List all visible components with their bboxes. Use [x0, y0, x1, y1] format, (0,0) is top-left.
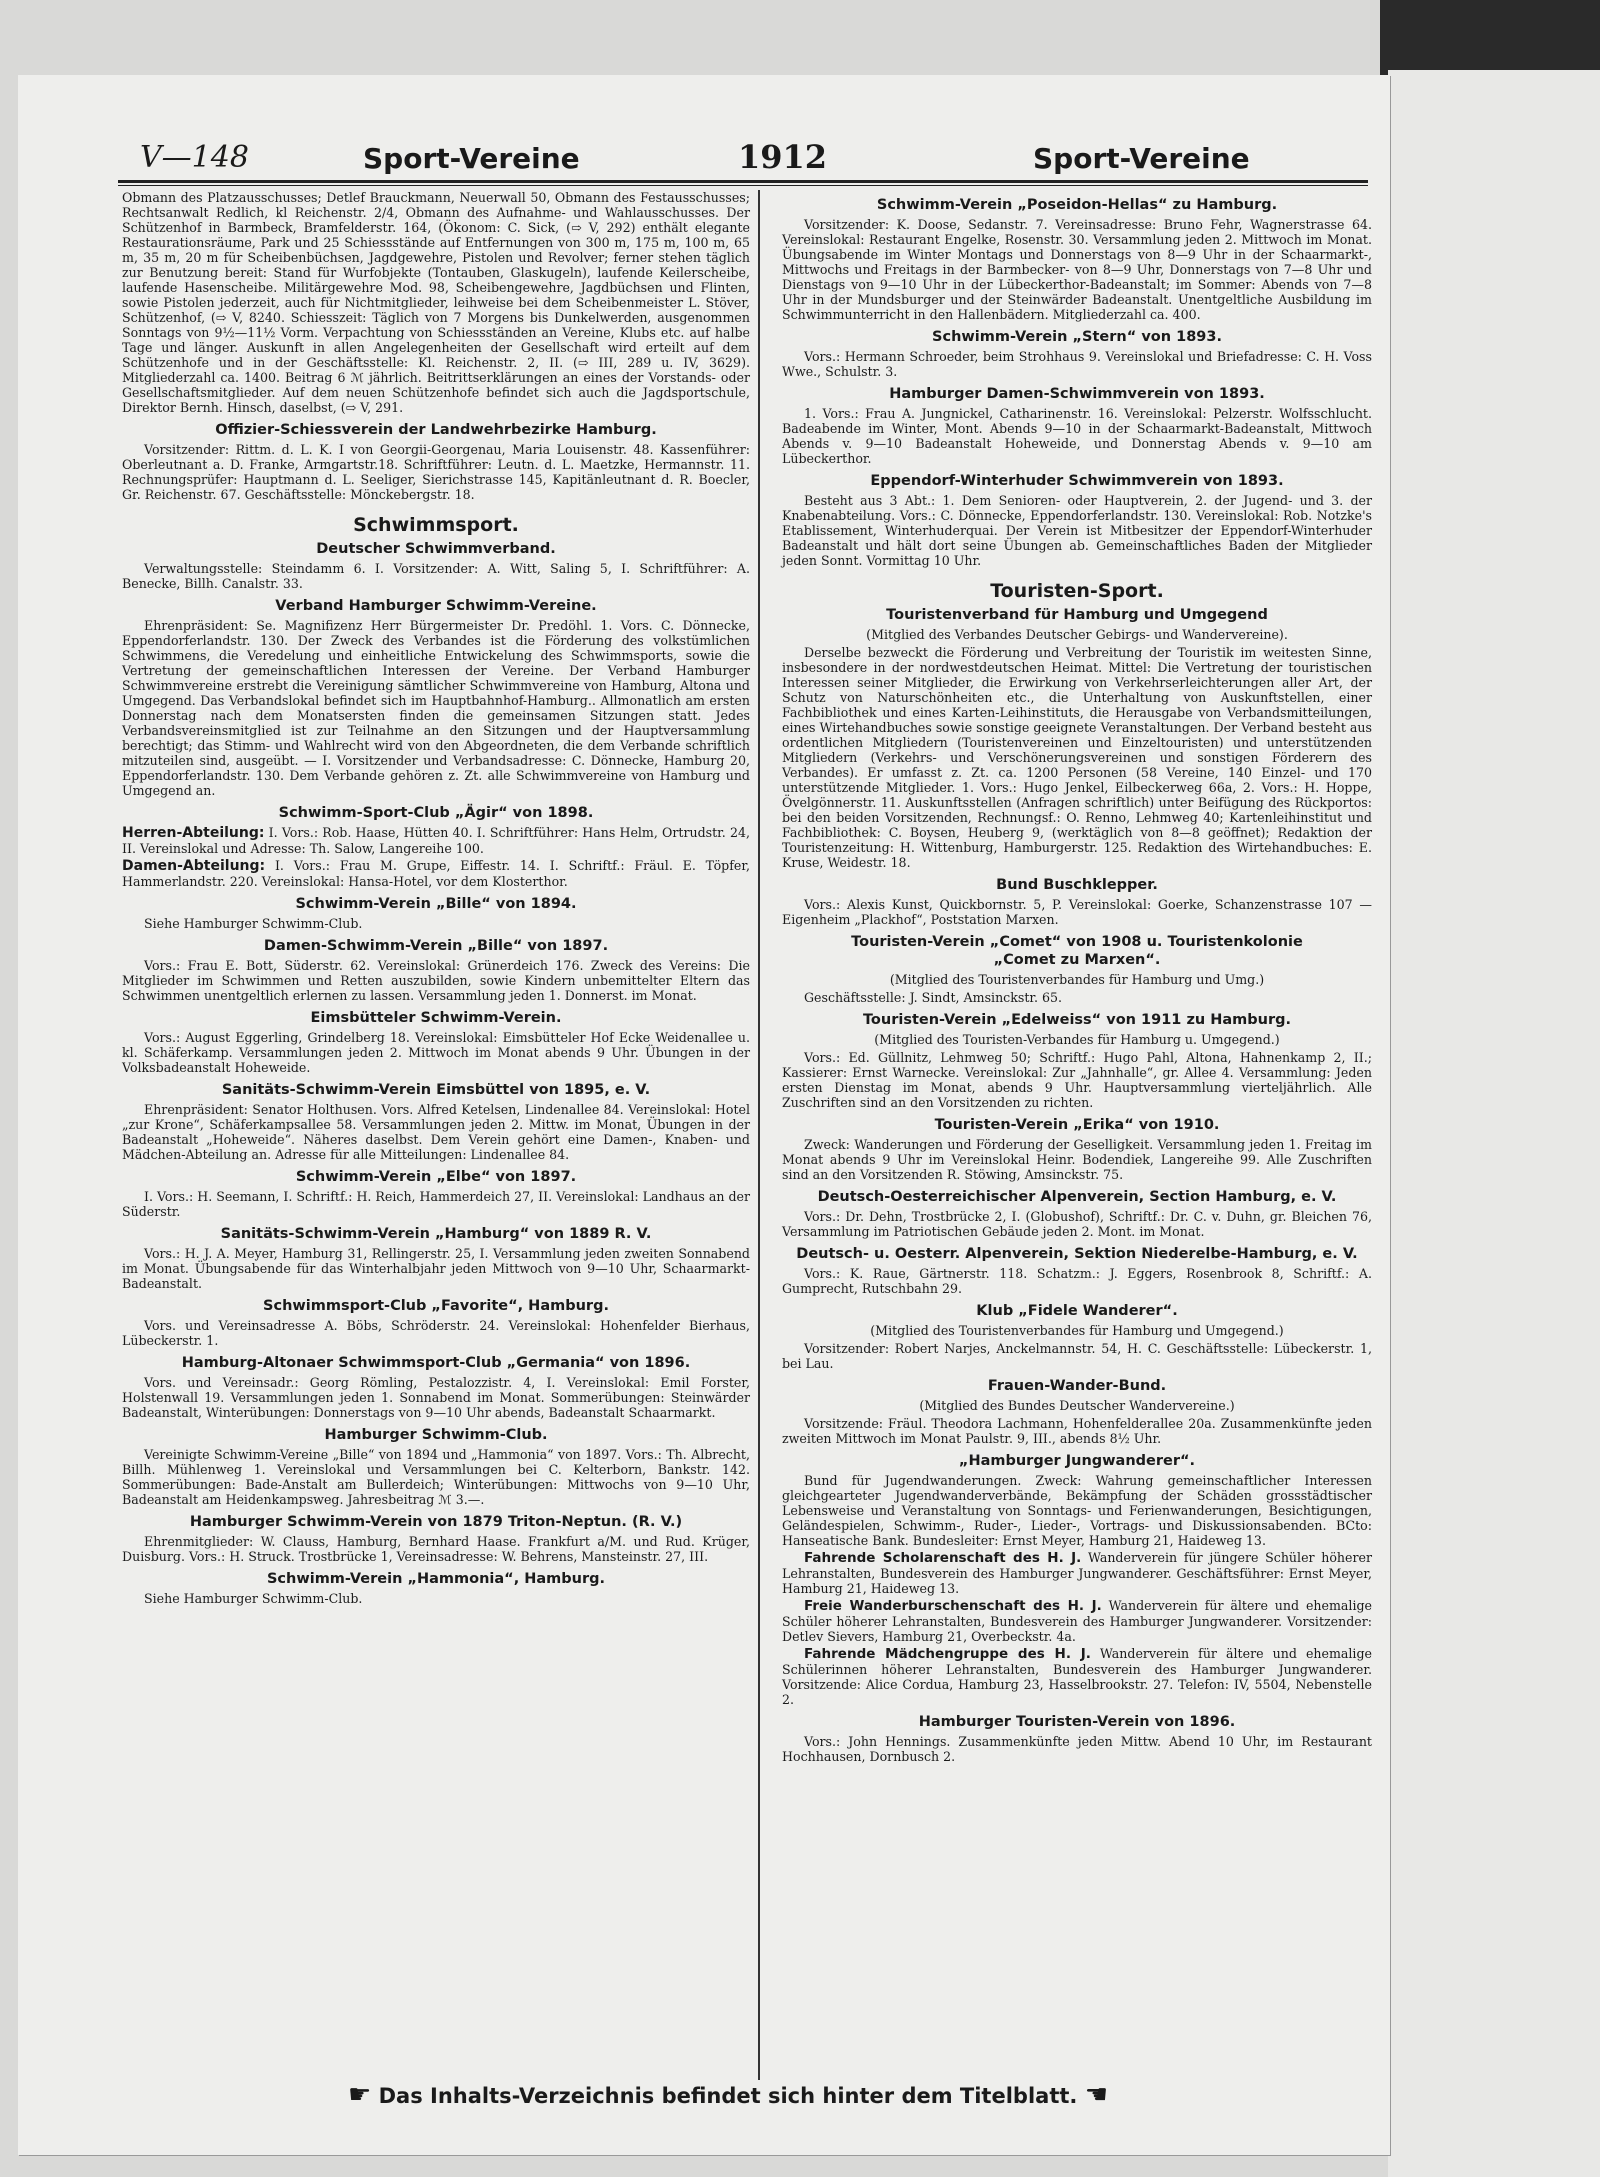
paragraph: Siehe Hamburger Schwimm-Club. — [144, 916, 363, 931]
section-title: Schwimm-Verein „Elbe“ von 1897. — [295, 1169, 577, 1185]
paragraph: Vors.: Ed. Güllnitz, Lehmweg 50; Schriftf.: Hugo Pahl, Altona, Hahnenkamp 2, II.; Kassierer: Ernst Warnecke. Vereinslokal: Zur „Jahnhalle“, gr. Allee 4. Versammlung: Jeden ersten Dienstag im Monat, abends 9 Uhr. Hauptversammlung vierteljährlich. Alle Zuschriften sind an den Vorsitzenden zu richten. — [782, 1050, 1372, 1110]
section-subtitle: (Mitglied des Verbandes Deutscher Gebirgs- und Wandervereine). — [866, 627, 1288, 642]
paragraph: Vors.: Alexis Kunst, Quickbornstr. 5, P. Vereinslokal: Goerke, Schanzenstrasse 107 — Eigenheim „Plackhof“, Poststation Marxen. — [782, 897, 1372, 927]
section-title: Sanitäts-Schwimm-Verein „Hamburg“ von 1889 R. V. — [220, 1226, 652, 1242]
paragraph: Vors.: K. Raue, Gärtnerstr. 118. Schatzm.: J. Eggers, Rosenbrook 8, Schriftf.: A. Gumprecht, Rutschbahn 29. — [782, 1266, 1372, 1296]
paragraph: Vorsitzender: Rittm. d. L. K. I von Georgii-Georgenau, Maria Louisenstr. 48. Kassenführer: Oberleutnant a. D. Franke, Armgartstr.18. Schriftführer: Leutn. d. L. Maetzke, Hermannstr. 11. Rechnungsprüfer: Hauptmann d. L. Seeliger, Sierichstrasse 145, Kapitänleutnant d. R. Boecler, Gr. Reichenstr. 67. Geschäftsstelle: Mönckebergstr. 18. — [122, 442, 750, 502]
paragraph: Besteht aus 3 Abt.: 1. Dem Senioren- oder Hauptverein, 2. der Jugend- und 3. der Knabenabteilung. Vors.: C. Dönnecke, Eppendorferlandstr. 130. Vereinslokal: Rob. Notzke's Etablissement, Winterhuderquai. Der Verein ist Mitbesitzer der Eppendorf-Winterhuder Badeanstalt und hält dort seine Übungen ab. Gemeinschaftliches Baden der Mitglieder jeden Sonnt. Vormittag 10 Uhr. — [782, 493, 1372, 568]
scan-background-edge — [1388, 70, 1600, 2177]
paragraph: 1. Vors.: Frau A. Jungnickel, Catharinenstr. 16. Vereinslokal: Pelzerstr. Wolfsschlucht. Badeabende im Winter, Mont. Abends 9—10 in der Schaarmarkt-Badeanstalt, Mittwoch Abends v. 9—10 Badeanstalt Hoheweide, und Donnerstag Abends v. 9—10 am Lübeckerthor. — [782, 406, 1372, 466]
sub-label: Fahrende Scholarenschaft des H. J. — [804, 1550, 1082, 1566]
section-title: Damen-Schwimm-Verein „Bille“ von 1897. — [263, 938, 609, 954]
paragraph-text: Wanderverein für jüngere Schüler höherer Lehranstalten, Bundesverein des Hamburger Jungwanderer. Geschäftsführer: Ernst Meyer, Hamburg 21, Haideweg 13. — [782, 1550, 1372, 1596]
paragraph-text: I. Vors.: Frau M. Grupe, Eiffestr. 14. I. Schriftf.: Fräul. E. Töpfer, Hammerlandstr. 220. Vereinslokal: Hansa-Hotel, vor dem Klosterthor. — [122, 858, 750, 889]
section-subtitle: (Mitglied des Touristenverbandes für Hamburg und Umg.) — [889, 972, 1265, 987]
paragraph: Bund für Jugendwanderungen. Zweck: Wahrung gemeinschaftlicher Interessen gleichgearteter Jugendwanderverbände, Bekämpfung der Schäden grossstädtischer Lebensweise und Veranstaltung von Sonntags- und Ferienwanderungen, Besichtigungen, Geländespielen, Schwimm-, Ruder-, Lieder-, Vortrags- und Diskussionsabenden. BCto: Hanseatische Bank. Bundesleiter: Ernst Meyer, Hamburg 21, Haideweg 13. — [782, 1473, 1372, 1548]
section-title: Schwimm-Sport-Club „Ägir“ von 1898. — [278, 805, 594, 821]
paragraph: Vors.: August Eggerling, Grindelberg 18. Vereinslokal: Eimsbütteler Hof Ecke Weidenallee u. kl. Schäferkamp. Versammlungen jeden 2. Mittwoch im Monat abends 9 Uhr. Übungen in der Volksbadeanstalt Hoheweide. — [122, 1030, 750, 1075]
section-title: Verband Hamburger Schwimm-Vereine. — [275, 598, 597, 614]
footer-notice — [348, 2080, 1108, 2110]
paragraph: Siehe Hamburger Schwimm-Club. — [144, 1591, 363, 1606]
paragraph-text: Wanderverein für ältere und ehemalige Schülerinnen höherer Lehranstalten, Bundesverein des Hamburger Jungwanderer. Vorsitzende: Alice Cordua, Hamburg 23, Hasselbrookstr. 27. Telefon: IV, 5504, Nebenstelle 2. — [782, 1646, 1372, 1707]
section-subtitle: (Mitglied des Bundes Deutscher Wandervereine.) — [919, 1398, 1235, 1413]
section-title: Deutsch- u. Oesterr. Alpenverein, Sektion Niederelbe-Hamburg, e. V. — [796, 1246, 1358, 1262]
section-title: Schwimm-Verein „Stern“ von 1893. — [932, 329, 1222, 345]
paragraph: Derselbe bezweckt die Förderung und Verbreitung der Touristik im weitesten Sinne, insbesondere in der nordwestdeutschen Heimat. Mittel: Die Vertretung der touristischen Interessen seiner Mitglieder, die Erwirkung von Verkehrserleichterungen aller Art, der Schutz von Naturschönheiten etc., die Unterhaltung von Auskunftstellen, einer Fachbibliothek und eines Karten-Leihinstituts, die Herausgabe von Verbandsmitteilungen, eines Wirtehandbuches sowie sonstige geeignete Veranstaltungen. Der Verband besteht aus ordentlichen Mitgliedern (Touristenvereinen und Einzeltouristen) und unterstützenden Mitgliedern (Verkehrs- und Verschönerungsvereinen und sonstigen Förderern des Verbandes). Er umfasst z. Zt. ca. 1200 Personen (58 Vereine, 140 Einzel- und 170 unterstützende Mitglieder. 1. Vors.: Hugo Jenkel, Eilbeckerweg 66a, 2. Vors.: H. Hoppe, Övelgönnerstr. 11. Auskunftsstellen (Anfragen schriftlich) unter Beifügung des Rückportos: bei den beiden Vorsitzenden, Rechnungsf.: O. Renno, Lehmweg 40; Kartenleihinstitut und Fachbibliothek: C. Boysen, Heuberg 9, (werktäglich von 8—8 geöffnet); Redaktion der Touristenzeitung: H. Wittenburg, Hamburgerstr. 125. Redaktion des Wirtehandbuches: E. Kruse, Weidestr. 18. — [782, 645, 1372, 870]
paragraph: Vors. und Vereinsadr.: Georg Römling, Pestalozzistr. 4, I. Vereinslokal: Emil Forster, Holstenwall 19. Versammlungen jeden 1. Sonnabend im Monat. Sommerübungen: Steinwärder Badeanstalt, Winterübungen: Donnerstags von 9—10 Uhr abends, Badeanstalt Schaarmarkt. — [122, 1375, 750, 1420]
paragraph — [122, 858, 750, 889]
section-title: Deutscher Schwimmverband. — [316, 541, 556, 557]
header-right-title: Sport-Vereine — [1033, 142, 1250, 175]
section-title: Bund Buschklepper. — [996, 877, 1158, 893]
paragraph: Vors.: Hermann Schroeder, beim Strohhaus 9. Vereinslokal und Briefadresse: C. H. Voss Wwe., Schulstr. 3. — [782, 349, 1372, 379]
right-column — [782, 190, 1372, 1766]
paragraph: Verwaltungsstelle: Steindamm 6. I. Vorsitzender: A. Witt, Saling 5, I. Schriftführer: A. Benecke, Billh. Canalstr. 33. — [122, 561, 750, 591]
sub-label: Freie Wanderburschenschaft des H. J. — [804, 1598, 1102, 1614]
paragraph — [782, 1550, 1372, 1596]
category-heading: Schwimmsport. — [353, 514, 519, 536]
paragraph: Vorsitzender: K. Doose, Sedanstr. 7. Vereinsadresse: Bruno Fehr, Wagnerstrasse 64. Vereinslokal: Restaurant Engelke, Rosenstr. 30. Versammlung jeden 2. Mittwoch im Monat. Übungsabende im Winter Montags und Donnerstags von 8—9 Uhr in der Schaarmarkt-, Mittwochs und Freitags in der Barmbecker- von 8—9 Uhr, Donnerstags von 7—8 Uhr und Dienstags von 9—10 Uhr in der Lübeckerthor-Badeanstalt; im Sommer: Abends von 7—8 Uhr in der Mundsburger und der Steinwärder Badeanstalt. Unentgeltliche Ausbildung im Schwimmunterricht in den Hallenbädern. Mitgliederzahl ca. 400. — [782, 217, 1372, 322]
paragraph — [782, 1646, 1372, 1707]
section-title: Hamburger Schwimm-Club. — [324, 1427, 548, 1443]
section-title: Schwimmsport-Club „Favorite“, Hamburg. — [263, 1298, 609, 1314]
section-title: Sanitäts-Schwimm-Verein Eimsbüttel von 1895, e. V. — [221, 1082, 651, 1098]
section-title: Touristen-Verein „Comet“ von 1908 u. Touristenkolonie — [851, 934, 1303, 950]
page-number: V—148 — [140, 140, 249, 175]
paragraph — [122, 825, 750, 856]
paragraph: Vors.: John Hennings. Zusammenkünfte jeden Mittw. Abend 10 Uhr, im Restaurant Hochhausen, Dornbusch 2. — [782, 1734, 1372, 1764]
pointing-hand-right-icon: ☚ — [1084, 2080, 1108, 2110]
paragraph: I. Vors.: H. Seemann, I. Schriftf.: H. Reich, Hammerdeich 27, II. Vereinslokal: Landhaus an der Süderstr. — [122, 1189, 750, 1219]
paragraph: Geschäftsstelle: J. Sindt, Amsinckstr. 65. — [804, 990, 1063, 1005]
scan-background-dark — [1380, 0, 1600, 80]
section-title: Touristenverband für Hamburg und Umgegend — [886, 607, 1268, 623]
paragraph: Vors.: Dr. Dehn, Trostbrücke 2, I. (Globushof), Schriftf.: Dr. C. v. Duhn, gr. Bleichen 76, Versammlung im Patriotischen Gebäude jeden 2. Mont. im Monat. — [782, 1209, 1372, 1239]
section-title: Eimsbütteler Schwimm-Verein. — [310, 1010, 562, 1026]
pointing-hand-left-icon: ☛ — [348, 2080, 372, 2110]
section-title: Schwimm-Verein „Poseidon-Hellas“ zu Hamburg. — [876, 197, 1278, 213]
header-left-title: Sport-Vereine — [363, 142, 580, 175]
section-subtitle: (Mitglied des Touristenverbandes für Hamburg und Umgegend.) — [870, 1323, 1284, 1338]
header-year: 1912 — [738, 138, 828, 176]
section-title: Eppendorf-Winterhuder Schwimmverein von 1893. — [870, 473, 1284, 489]
paragraph: Ehrenpräsident: Se. Magnifizenz Herr Bürgermeister Dr. Predöhl. 1. Vors. C. Dönnecke, Eppendorferlandstr. 130. Der Zweck des Verbandes ist die Förderung des volkstümlichen Schwimmens, die Veredelung und einheitliche Entwickelung des Schwimmsports, sowie die Vertretung der gemeinschaftlichen Interessen der Vereine. Der Verband Hamburger Schwimmvereine erstrebt die Vereinigung sämtlicher Schwimmvereine von Hamburg, Altona und Umgegend. Das Verbandslokal befindet sich im Hauptbahnhof-Hamburg.. Allmonatlich am ersten Donnerstag nach dem Monatsersten finden die gemeinsamen Sitzungen statt. Jedes Verbandsvereinsmitglied ist zur Teilnahme an den Sitzungen und der Hauptversammlung berechtigt; das Stimm- und Wahlrecht wird von den Abgeordneten, die dem Verbande schriftlich mitzuteilen sind, ausgeübt. — I. Vorsitzender und Verbandsadresse: C. Dönnecke, Hamburg 20, Eppendorferlandstr. 130. Dem Verbande gehören z. Zt. alle Schwimmvereine von Hamburg und Umgegend an. — [122, 618, 750, 798]
paragraph — [782, 1598, 1372, 1644]
paragraph: Vorsitzender: Robert Narjes, Anckelmannstr. 54, H. C. Geschäftsstelle: Lübeckerstr. 1, bei Lau. — [782, 1341, 1372, 1371]
paragraph: Vors.: H. J. A. Meyer, Hamburg 31, Rellingerstr. 25, I. Versammlung jeden zweiten Sonnabend im Monat. Übungsabende für das Winterhalbjahr jeden Mittwoch von 9—10 Uhr, Schaarmarkt-Badeanstalt. — [122, 1246, 750, 1291]
category-heading: Touristen-Sport. — [990, 580, 1164, 602]
footer-text: Das Inhalts-Verzeichnis befindet sich hinter dem Titelblatt. — [378, 2084, 1078, 2108]
section-title: Offizier-Schiessverein der Landwehrbezirke Hamburg. — [215, 422, 657, 438]
section-title: Touristen-Verein „Erika“ von 1910. — [934, 1117, 1220, 1133]
paragraph: Vors.: Frau E. Bott, Süderstr. 62. Vereinslokal: Grünerdeich 176. Zweck des Vereins: Die Mitglieder im Schwimmen und Retten auszubilden, sowie Kindern unbemittelter Eltern das Schwimmen unentgeltlich erlernen zu lassen. Versammlung jeden 1. Donnerst. im Monat. — [122, 958, 750, 1003]
paragraph: Ehrenpräsident: Senator Holthusen. Vors. Alfred Ketelsen, Lindenallee 84. Vereinslokal: Hotel „zur Krone“, Schäferkampsallee 58. Versammlungen jeden 2. Mittw. im Monat, Übungen in der Badeanstalt „Hoheweide“. Näheres daselbst. Dem Verein gehört eine Damen-, Knaben- und Mädchen-Abteilung an. Adresse für alle Mitteilungen: Lindenallee 84. — [122, 1102, 750, 1162]
section-title: Schwimm-Verein „Hammonia“, Hamburg. — [266, 1571, 606, 1587]
paragraph: Vors. und Vereinsadresse A. Böbs, Schröderstr. 24. Vereinslokal: Hohenfelder Bierhaus, Lübeckerstr. 1. — [122, 1318, 750, 1348]
paragraph: Vereinigte Schwimm-Vereine „Bille“ von 1894 und „Hammonia“ von 1897. Vors.: Th. Albrecht, Billh. Mühlenweg 1. Vereinslokal und Versammlungen bei C. Kelterborn, Bankstr. 142. Sommerübungen: Bade-Anstalt am Bullerdeich; Winterübungen: Mittwochs von 9—10 Uhr, Badeanstalt am Heidenkampsweg. Jahresbeitrag ℳ 3.—. — [122, 1447, 750, 1507]
column-divider — [758, 190, 760, 2080]
section-title: Hamburger Damen-Schwimmverein von 1893. — [889, 386, 1265, 402]
header-rule-thin — [118, 185, 1368, 186]
section-title: „Comet zu Marxen“. — [993, 952, 1161, 968]
section-title: „Hamburger Jungwanderer“. — [958, 1453, 1196, 1469]
section-title: Hamburger Schwimm-Verein von 1879 Triton-Neptun. (R. V.) — [189, 1514, 683, 1530]
paragraph: Obmann des Platzausschusses; Detlef Brauckmann, Neuerwall 50, Obmann des Festausschusses; Rechtsanwalt Redlich, kl Reichenstr. 2/4, Obmann des Aufnahme- und Wahlausschusses. Der Schützenhof in Barmbeck, Bramfelderstr. 164, (Ökonom: C. Sick, (⇨ V, 292) enthält elegante Restaurationsräume, Park und 25 Schiessstände auf Entfernungen von 300 m, 175 m, 100 m, 65 m, 35 m, 20 m für Scheibenbüchsen, Jagdgewehre, Pistolen und Revolver; ferner stehen täglich zur Benutzung bereit: Stand für Wurfobjekte (Tontauben, Glaskugeln), laufende Keilerscheibe, laufende Hasenscheibe. Militärgewehre Mod. 98, Scheibengewehre, Jagdbüchsen und Flinten, sowie Pistolen jederzeit, auch für Nichtmitglieder, leihweise bei dem Scheibenmeister L. Stöver, Schützenhof, (⇨ V, 8240. Schiesszeit: Täglich von 7 Morgens bis Dunkelwerden, ausgenommen Sonntags von 9½—11½ Vorm. Verpachtung von Schiessständen an Vereine, Klubs etc. auf halbe Tage und länger. Auskunft in allen Angelegenheiten der Gesellschaft wird erteilt auf dem Schützenhofe und in der Geschäftsstelle: Kl. Reichenstr. 2, II. (⇨ III, 289 u. IV, 3629). Mitgliederzahl ca. 1400. Beitrag 6 ℳ jährlich. Beitrittserklärungen an eines der Vorstands- oder Gesellschaftsmitglieder. Auf dem neuen Schützenhofe befindet sich auch die Jagdsportschule, Direktor Bernh. Hinsch, daselbst, (⇨ V, 291. — [122, 190, 750, 415]
paragraph-text: I. Vors.: Rob. Haase, Hütten 40. I. Schriftführer: Hans Helm, Ortrudstr. 24, II. Vereinslokal und Adresse: Th. Salow, Langereihe 100. — [122, 825, 750, 856]
paragraph-text: Wanderverein für ältere und ehemalige Schüler höherer Lehranstalten, Bundesverein des Hamburger Jungwanderer. Vorsitzender: Detlev Sievers, Hamburg 21, Overbeckstr. 4a. — [782, 1598, 1372, 1644]
sub-label: Damen-Abteilung: — [122, 858, 266, 874]
sub-label: Fahrende Mädchengruppe des H. J. — [804, 1646, 1091, 1662]
section-subtitle: (Mitglied des Touristen-Verbandes für Hamburg u. Umgegend.) — [874, 1032, 1280, 1047]
paragraph: Vorsitzende: Fräul. Theodora Lachmann, Hohenfelderallee 20a. Zusammenkünfte jeden zweiten Mittwoch im Monat Paulstr. 9, III., abends 8½ Uhr. — [782, 1416, 1372, 1446]
document-page — [18, 75, 1390, 2155]
sub-label: Herren-Abteilung: — [122, 825, 265, 841]
section-title: Frauen-Wander-Bund. — [987, 1378, 1167, 1394]
section-title: Hamburg-Altonaer Schwimmsport-Club „Germania“ von 1896. — [181, 1355, 691, 1371]
section-title: Hamburger Touristen-Verein von 1896. — [918, 1714, 1236, 1730]
section-title: Deutsch-Oesterreichischer Alpenverein, Section Hamburg, e. V. — [817, 1189, 1337, 1205]
section-title: Touristen-Verein „Edelweiss“ von 1911 zu Hamburg. — [862, 1012, 1292, 1028]
header-rule — [118, 180, 1368, 183]
left-column — [122, 190, 750, 1608]
section-title: Schwimm-Verein „Bille“ von 1894. — [295, 896, 577, 912]
paragraph: Ehrenmitglieder: W. Clauss, Hamburg, Bernhard Haase. Frankfurt a/M. und Rud. Krüger, Duisburg. Vors.: H. Struck. Trostbrücke 1, Vereinsadresse: W. Behrens, Mansteinstr. 27, III. — [122, 1534, 750, 1564]
paragraph: Zweck: Wanderungen und Förderung der Geselligkeit. Versammlung jeden 1. Freitag im Monat abends 9 Uhr im Vereinslokal Heinr. Bodendiek, Langereihe 99. Alle Zuschriften sind an den Vorsitzenden R. Stöwing, Amsinckstr. 75. — [782, 1137, 1372, 1182]
section-title: Klub „Fidele Wanderer“. — [976, 1303, 1178, 1319]
